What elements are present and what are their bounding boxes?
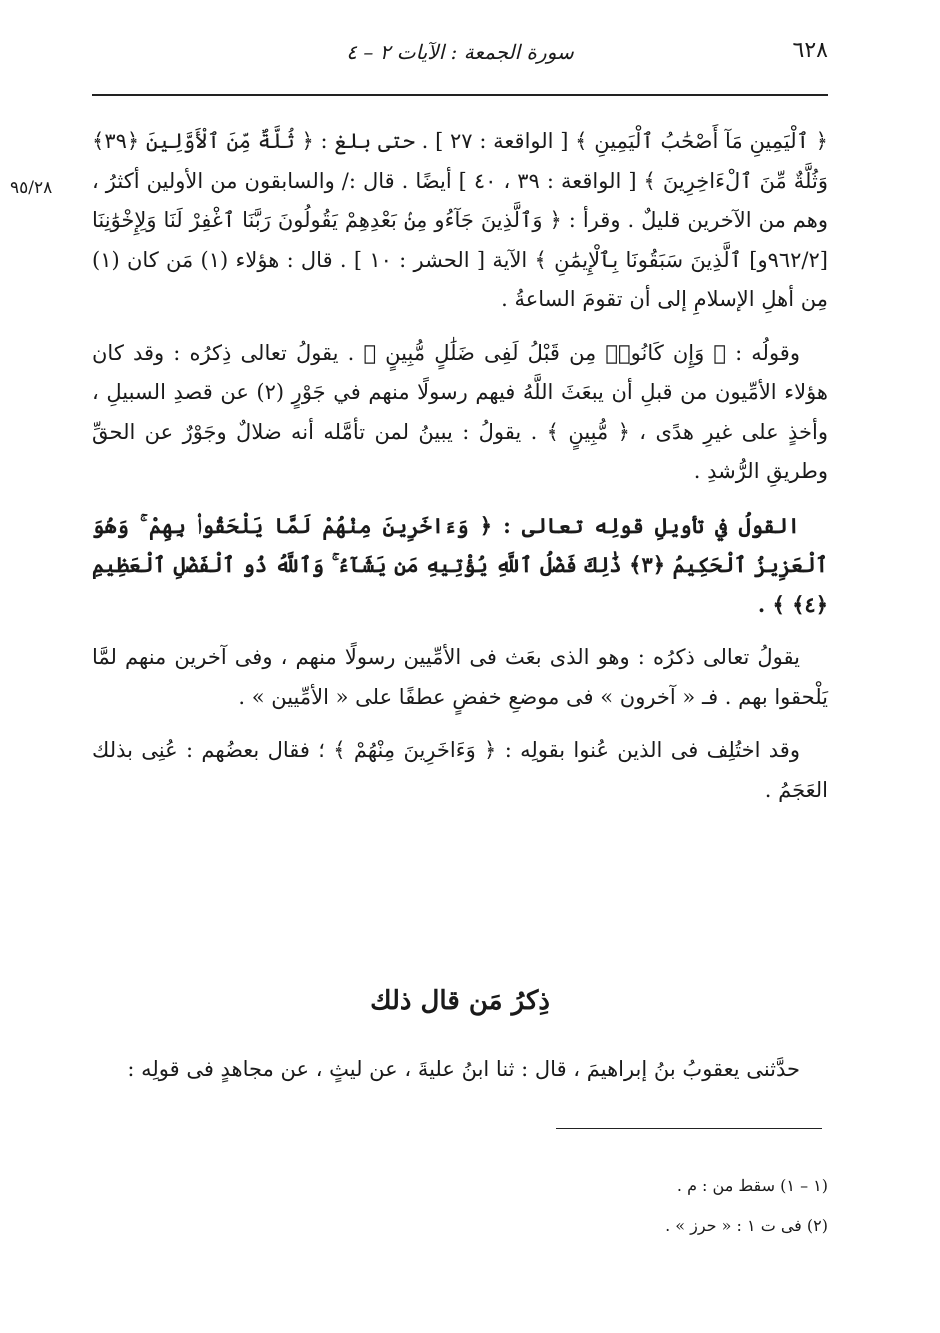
page-header [92,38,828,82]
paragraph-1: ﴿ ٱلْيَمِينِ مَآ أَصْحَٰبُ ٱلْيَمِينِ ﴾ [ الواقعة : ٢٧ ] . حتى بلغ : ﴿ ثُلَّةٌ مِّنَ ٱلْأَوَّلِينَ ﴿٣٩﴾ وَثُلَّةٌ مِّنَ ٱلْءَاخِرِينَ ﴾ [ الواقعة : ٣٩ ، ٤٠ ] أيضًا . قال :/ والسابقون من الأولين أكثرُ ، وهم من الآخرين قليلٌ . وقرأ : ﴿ وَٱلَّذِينَ جَآءُو مِنۢ بَعْدِهِمْ يَقُولُونَ رَبَّنَا ٱغْفِرْ لَنَا وَلِإِخْوَٰنِنَا [٩٦٢/٢و] ٱلَّذِينَ سَبَقُونَا بِٱلْإِيمَٰنِ ﴾ الآية [ الحشر : ١٠ ] . قال : هؤلاء (١) مَن كان (١) مِن أهلِ الإسلامِ إلى أن تقومَ الساعةُ . [92,129,828,311]
header-rule [92,94,828,96]
main-text [92,122,828,824]
paragraph-4: يقولُ تعالى ذكرُه : وهو الذى بعَث فى الأمِّيين رسولًا منهم ، وفى آخرين منهم لمَّا يَلْحقوا بهم . فـ « آخرون » فى موضعِ خفضٍ عطفًا على « الأمِّيين » . [92,645,828,709]
paragraph-3: القولُ في تأويلِ قولِه تعالى : ﴿ وَءَاخَرِينَ مِنْهُمْ لَمَّا يَلْحَقُوا۟ بِهِمْ ۚ وَهُوَ ٱلْعَزِيزُ ٱلْحَكِيمُ ﴿٣﴾ ذَٰلِكَ فَضْلُ ٱللَّهِ يُؤْتِيهِ مَن يَشَآءُ ۚ وَٱللَّهُ ذُو ٱلْفَضْلِ ٱلْعَظِيمِ ﴿٤﴾ ﴾ . [92,512,828,617]
margin-reference: ٩٥/٢٨ [10,178,53,198]
running-title: سورة الجمعة : الآيات ٢ – ٤ [346,40,574,64]
footnote-1: (١ – ١) سقط من : م . [676,1176,828,1195]
footnote-rule [556,1128,822,1129]
paragraph-6: حدَّثنى يعقوبُ بنُ إبراهيمَ ، قال : ثنا ابنُ عليةَ ، عن ليثٍ ، عن مجاهدٍ فى قولِه : [127,1057,800,1081]
paragraph-5: وقد اختُلِف فى الذين عُنوا بقولِه : ﴿ وَءَاخَرِينَ مِنْهُمْ ﴾ ؛ فقال بعضُهم : عُنِى بذلك العَجَمُ . [92,738,828,802]
paragraph-2: وقولُه : ﴿ وَإِن كَانُوا۟ مِن قَبْلُ لَفِى ضَلَٰلٍ مُّبِينٍ ﴾ . يقولُ تعالى ذِكرُه : وقد كان هؤلاء الأمِّيون من قبلِ أن يبعَثَ اللَّهُ فيهم رسولًا منهم في جَوْرٍ (٢) عن قصدِ السبيلِ ، وأخذٍ على غيرِ هدًى ، ﴿ مُّبِينٍ ﴾ . يقولُ : يبينُ لمن تأمَّله أنه ضلالٌ وجَوْرٌ عن الحقِّ وطريقِ الرُّشدِ . [92,340,828,483]
footnotes [92,1166,828,1246]
footnote-2: (٢) فى ت ١ : « حرز » . [665,1216,828,1235]
section-heading: ذِكرُ مَن قال ذلك [370,986,550,1016]
page-number: ٦٢٨ [792,38,828,63]
